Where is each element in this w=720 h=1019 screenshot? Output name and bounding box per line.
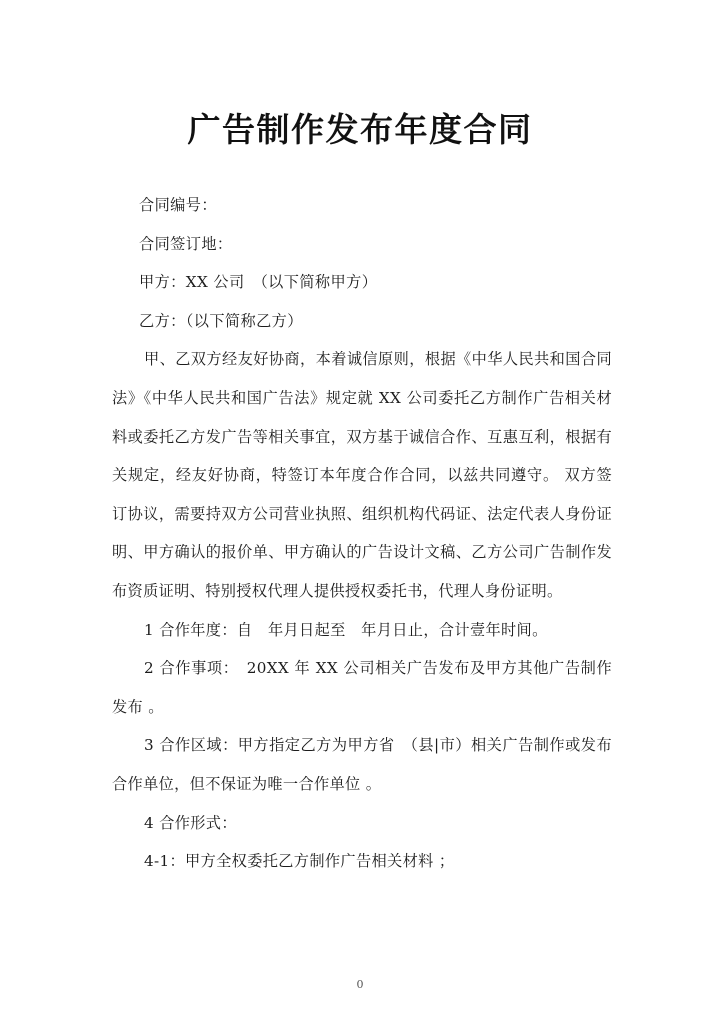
- clause-cooperation-form: 4 合作形式：: [144, 813, 237, 832]
- party-b-line: 乙方：（以下简称乙方）: [139, 311, 303, 330]
- page-number: 0: [356, 978, 364, 991]
- clause-cooperation-area: 3 合作区域：甲方指定乙方为甲方省 （县|市）相关广告制作或发布合作单位，但不保证为唯一合作单位 。: [112, 736, 612, 793]
- clause-cooperation-year: 1 合作年度：自 年月日起至 年月日止，合计壹年时间。: [144, 620, 548, 639]
- document-body: [112, 186, 612, 881]
- preamble-paragraph: 甲、乙双方经友好协商，本着诚信原则，根据《中华人民共和国合同法》《中华人民共和国广告法》规定就 XX 公司委托乙方制作广告相关材料或委托乙方发广告等相关事宜，双方基于诚信合作、互惠互利，根据有关规定，经友好协商，特签订本年度合作合同，以兹共同遵守。 双方签订协议，需要持双方公司营业执照、组织机构代码证、法定代表人身份证明、甲方确认的报价单、甲方确认的广告设计文稿、乙方公司广告制作发布资质证明、特别授权代理人提供授权委托书，代理人身份证明。: [112, 350, 612, 600]
- party-a-line: 甲方：XX 公司 （以下简称甲方）: [139, 273, 378, 292]
- page-title: 广告制作发布年度合同: [187, 110, 533, 149]
- contract-signing-place-line: 合同签订地：: [139, 234, 233, 253]
- clause-cooperation-matters: 2 合作事项： 20XX 年 XX 公司相关广告发布及甲方其他广告制作发布 。: [112, 659, 612, 716]
- clause-cooperation-form-4-1: 4-1：甲方全权委托乙方制作广告相关材料 ；: [144, 852, 455, 871]
- contract-number-line: 合同编号：: [139, 196, 217, 214]
